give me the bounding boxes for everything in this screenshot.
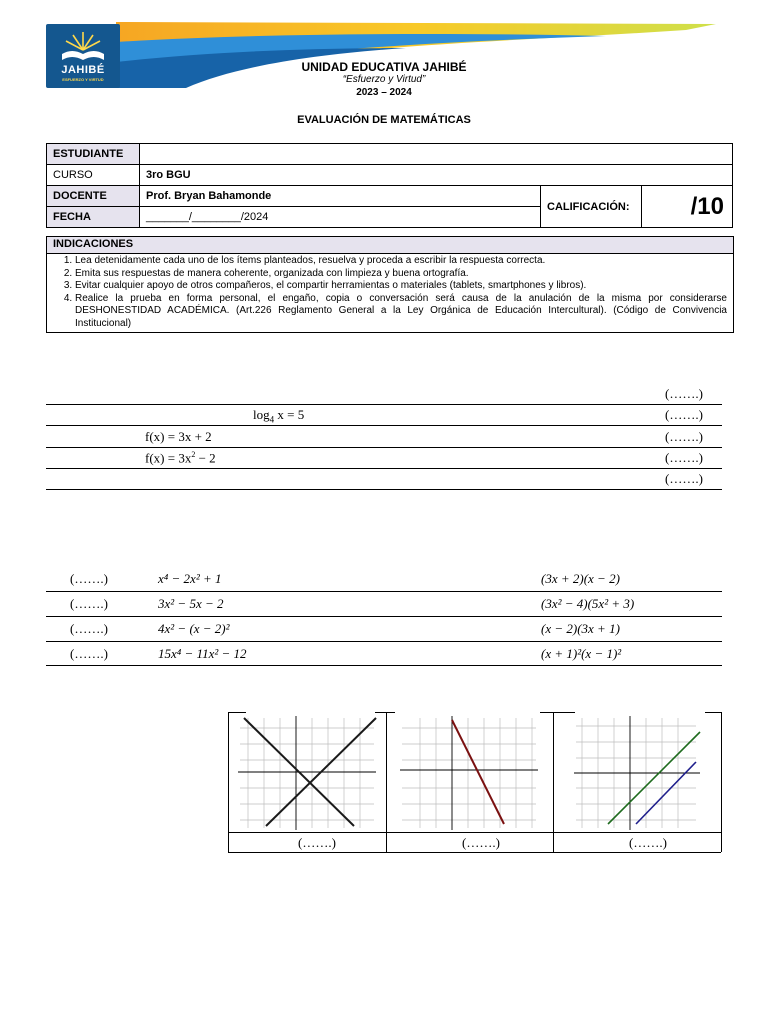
equation-quadratic-a: f(x) = 3x bbox=[145, 450, 192, 466]
table-border bbox=[705, 712, 721, 713]
grade-label: CALIFICACIÓN: bbox=[541, 186, 642, 228]
instruction-item: 4. Realice la prueba en forma personal, el engaño, copia o conversación será causa de la anulación de la misma por considerarse DESHONESTIDAD ACADÉMICA. (Art.226 Reglamento General a la Ley Orgánica de Educación Intercultural). (Código de Convivencia Institucional) bbox=[75, 293, 727, 331]
table-border bbox=[228, 852, 721, 853]
logo-subtext: ESFUERZO Y VIRTUD bbox=[62, 77, 104, 82]
equation-linear: f(x) = 3x + 2 bbox=[145, 429, 212, 444]
equation-quadratic-exp: 2 bbox=[191, 450, 196, 459]
teacher-label: DOCENTE bbox=[47, 186, 140, 207]
instruction-item: 1. Lea detenidamente cada uno de los ítems planteados, resuelva y proceda a escribir la respuesta correcta. bbox=[75, 255, 727, 268]
student-info-table bbox=[46, 143, 733, 228]
equation-quadratic bbox=[145, 450, 216, 466]
exam-title: EVALUACIÓN DE MATEMÁTICAS bbox=[297, 114, 471, 126]
instructions-box bbox=[46, 236, 734, 333]
row-divider bbox=[46, 591, 722, 592]
answer-blank[interactable]: (…….) bbox=[665, 450, 703, 465]
factored-form: (x − 2)(3x + 1) bbox=[541, 621, 620, 636]
answer-blank[interactable]: (…….) bbox=[629, 835, 667, 850]
sun-book-icon bbox=[46, 24, 120, 64]
row-divider bbox=[46, 468, 722, 469]
row-divider bbox=[46, 447, 722, 448]
answer-blank[interactable]: (…….) bbox=[298, 835, 336, 850]
school-motto: “Esfuerzo y Virtud” bbox=[342, 74, 426, 85]
factored-form: (3x² − 4)(5x² + 3) bbox=[541, 596, 635, 611]
answer-blank[interactable]: (…….) bbox=[462, 835, 500, 850]
equation-log-rest: x = 5 bbox=[274, 407, 305, 422]
table-border bbox=[540, 712, 575, 713]
graph-crossing-lines bbox=[236, 714, 378, 832]
table-border bbox=[228, 712, 229, 852]
equation-log-base: 4 bbox=[269, 414, 275, 425]
row-divider bbox=[46, 641, 722, 642]
student-field[interactable] bbox=[140, 144, 733, 165]
equation-log-prefix: log bbox=[253, 407, 270, 422]
equation-log bbox=[253, 407, 304, 425]
table-border bbox=[375, 712, 395, 713]
row-divider bbox=[46, 489, 722, 490]
table-border bbox=[553, 712, 554, 852]
instructions-title: INDICACIONES bbox=[47, 237, 733, 254]
course-label: CURSO bbox=[47, 165, 140, 186]
logo-text: JAHIBÉ bbox=[61, 64, 105, 76]
answer-blank[interactable]: (…….) bbox=[665, 407, 703, 422]
equation-quadratic-b: − 2 bbox=[195, 450, 216, 466]
answer-blank[interactable]: (…….) bbox=[70, 646, 108, 661]
answer-blank[interactable]: (…….) bbox=[665, 471, 703, 486]
row-divider bbox=[46, 425, 722, 426]
date-label: FECHA bbox=[47, 207, 140, 228]
table-border bbox=[228, 832, 721, 833]
answer-blank[interactable]: (…….) bbox=[70, 596, 108, 611]
course-value: 3ro BGU bbox=[140, 165, 733, 186]
table-border bbox=[721, 712, 722, 852]
instruction-item: 3. Evitar cualquier apoyo de otros compañeros, el compartir herramientas o materiales (tablets, smartphones y libros). bbox=[75, 280, 727, 293]
answer-blank[interactable]: (…….) bbox=[665, 429, 703, 444]
teacher-value: Prof. Bryan Bahamonde bbox=[140, 186, 541, 207]
grade-value[interactable]: /10 bbox=[642, 186, 733, 228]
date-field[interactable]: _______/________/2024 bbox=[140, 207, 541, 228]
school-year: 2023 – 2024 bbox=[356, 87, 412, 98]
answer-blank[interactable]: (…….) bbox=[70, 571, 108, 586]
polynomial: x⁴ − 2x² + 1 bbox=[158, 571, 222, 586]
polynomial: 15x⁴ − 11x² − 12 bbox=[158, 646, 247, 661]
factored-form: (3x + 2)(x − 2) bbox=[541, 571, 620, 586]
table-border bbox=[386, 712, 387, 852]
graph-parallel-lines bbox=[572, 714, 714, 832]
row-divider bbox=[46, 665, 722, 666]
instruction-item: 2. Emita sus respuestas de manera coherente, organizada con limpieza y buena ortografía. bbox=[75, 268, 727, 281]
instructions-list bbox=[47, 254, 733, 332]
row-divider bbox=[46, 404, 722, 405]
school-name: UNIDAD EDUCATIVA JAHIBÉ bbox=[301, 60, 467, 74]
row-divider bbox=[46, 616, 722, 617]
answer-blank[interactable]: (…….) bbox=[665, 386, 703, 401]
graph-decreasing-line bbox=[398, 714, 540, 832]
polynomial: 3x² − 5x − 2 bbox=[158, 596, 224, 611]
factored-form: (x + 1)²(x − 1)² bbox=[541, 646, 622, 661]
table-border bbox=[228, 712, 246, 713]
student-label: ESTUDIANTE bbox=[47, 144, 140, 165]
polynomial: 4x² − (x − 2)² bbox=[158, 621, 230, 636]
answer-blank[interactable]: (…….) bbox=[70, 621, 108, 636]
